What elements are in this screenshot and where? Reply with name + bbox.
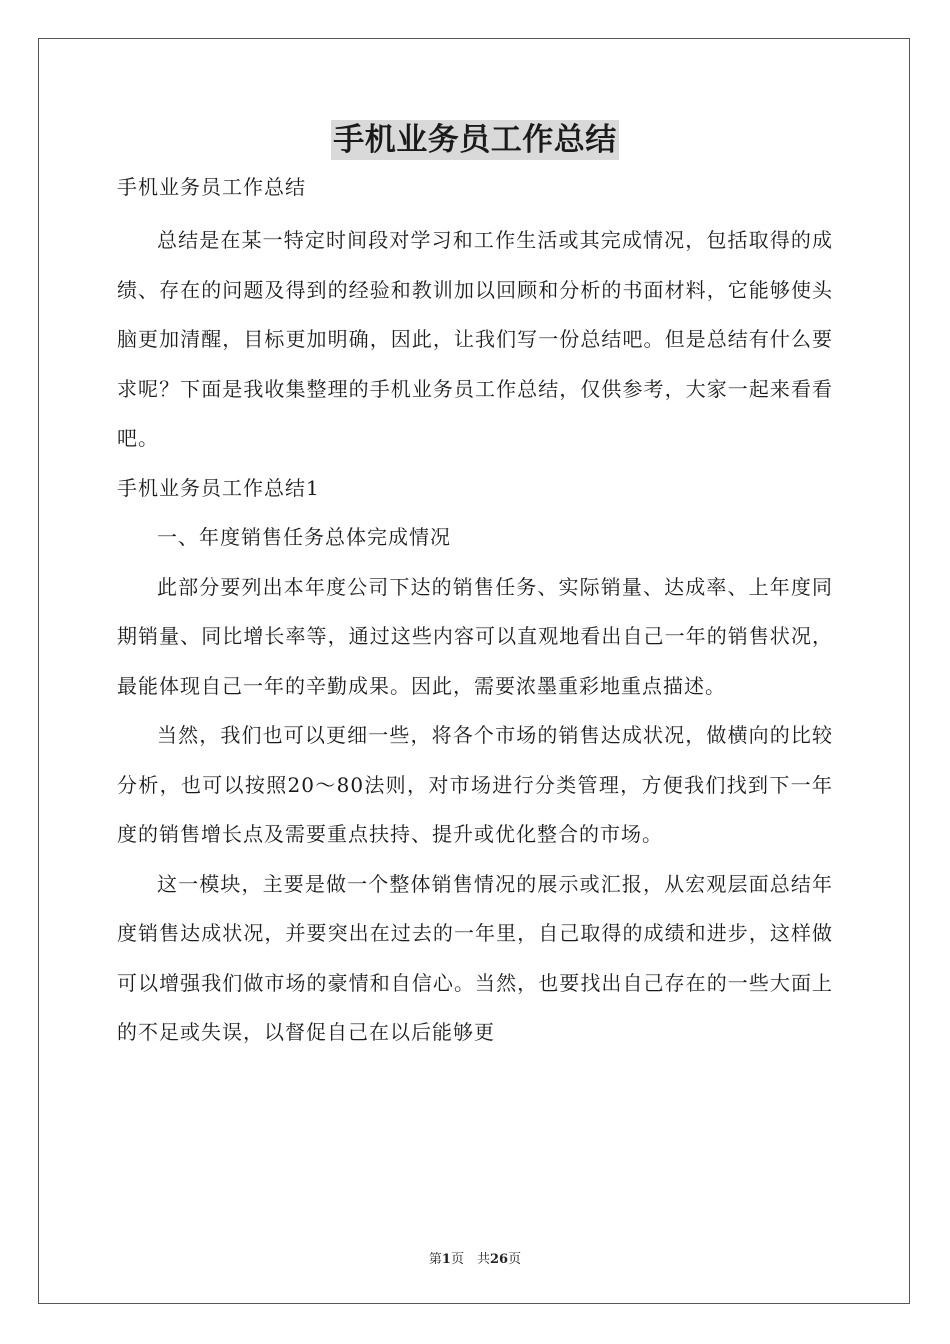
document-body [117,120,833,1058]
footer-current-page: 1 [441,1252,451,1267]
page-footer [0,1248,950,1267]
section-title: 手机业务员工作总结1 [117,475,320,500]
title-wrap [117,120,833,160]
document-subtitle: 手机业务员工作总结 [117,175,306,199]
document-title: 手机业务员工作总结 [333,122,617,158]
body-paragraph-3: 这一模块，主要是做一个整体销售情况的展示或汇报，从宏观层面总结年度销售达成状况，并要突出在过去的一年里，自己取得的成绩和进步，这样做可以增强我们做市场的豪情和自信心。当然，也要找出自己存在的一些大面上的不足或失误，以督促自己在以后能够更 [117,871,833,1044]
subsection-title: 一、年度销售任务总体完成情况 [157,525,451,549]
intro-paragraph: 总结是在某一特定时间段对学习和工作生活或其完成情况，包括取得的成绩、存在的问题及得到的经验和教训加以回顾和分析的书面材料，它能够使头脑更加清醒，目标更加明确，因此，让我们写一份总结吧。但是总结有什么要求呢？下面是我收集整理的手机业务员工作总结，仅供参考，大家一起来看看吧。 [117,228,833,450]
footer-mid: 页 共 [450,1252,490,1267]
body-paragraph-2: 当然，我们也可以更细一些，将各个市场的销售达成状况，做横向的比较分析，也可以按照20～80法则，对市场进行分类管理，方便我们找到下一年度的销售增长点及需要重点扶持、提升或优化整合的市场。 [117,723,833,846]
footer-suffix: 页 [508,1252,522,1267]
footer-total-pages: 26 [489,1252,509,1267]
body-paragraph-1: 此部分要列出本年度公司下达的销售任务、实际销量、达成率、上年度同期销量、同比增长率等，通过这些内容可以直观地看出自己一年的销售状况，最能体现自己一年的辛勤成果。因此，需要浓墨重彩地重点描述。 [117,574,833,698]
footer-prefix: 第 [428,1252,442,1267]
